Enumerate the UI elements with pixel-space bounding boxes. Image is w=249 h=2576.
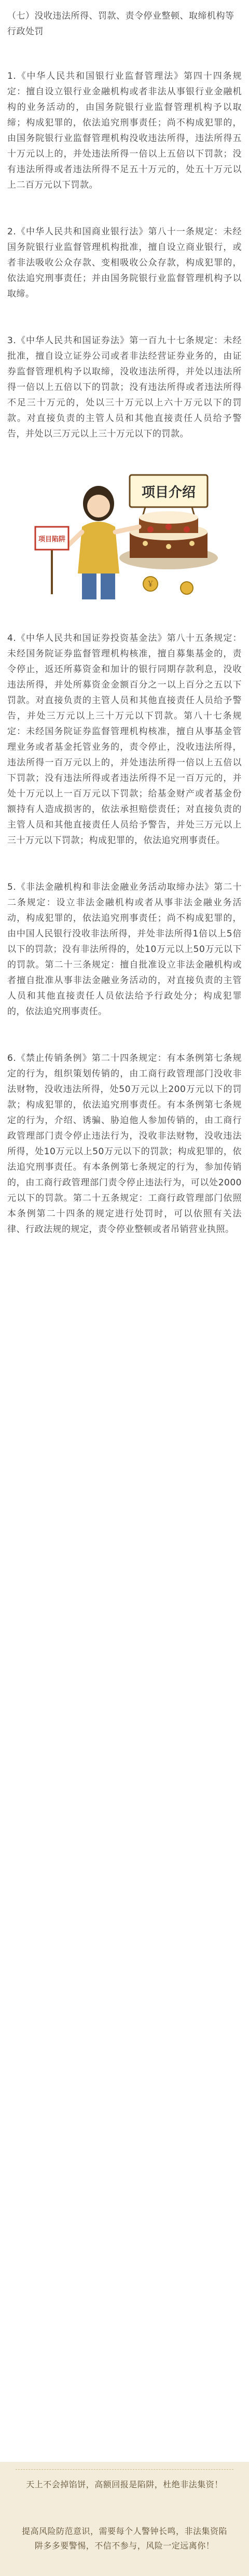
cake-icon [119, 511, 218, 569]
footer-tip: 提高风险防范意识，需要每个人警钟长鸣，非法集资陷阱多多要警惕，不信不参与，风险一定远离你！ [21, 2526, 227, 2551]
paragraph-banking-supervision-law: 1.《中华人民共和国银行业监督管理法》第四十四条规定：擅自设立银行业金融机构或者非法从事银行业金融机构的业务活动的，由国务院银行业监督管理机构予以取缔；构成犯罪的，依法追究刑事责任；尚不构成犯罪的，由国务院银行业监督管理机构没收违法所得，违法所得五十万元以上的，并处违法所得一倍以上五倍以下罚款；没有违法所得或者违法所得不足五十万元的，处五十万元以上二百万元以下罚款。 [7, 71, 242, 190]
footer-slogan: 天上不会掉馅饼，高额回报是陷阱，杜绝非法集资！ [26, 2480, 223, 2489]
paragraph-securities-law: 3.《中华人民共和国证券法》第一百九十七条规定：未经批准，擅自设立证券公司或者非法经营证券业务的，由证券监督管理机构予以取缔，没收违法所得，并处以违法所得一倍以上五倍以下的罚款；没有违法所得或者违法所得不足三十万元的，处以三十万元以上六十万元以下的罚款。对直接负责的主管人员和其他直接责任人员给予警告，并处以三万元以上三十万元以下的罚款。 [7, 335, 242, 439]
paragraph-illegal-finance-measures: 5.《非法金融机构和非法金融业务活动取缔办法》第二十二条规定：设立非法金融机构或者从事非法金融业务活动，构成犯罪的，依法追究刑事责任；尚不构成犯罪的，由中国人民银行没收非法所得，并处非法所得1倍以上5倍以下的罚款；没有非法所得的，处10万元以上50万元以下的罚款。第二十三条规定：擅自批准设立非法金融机构或者擅自批准从事非法金融业务活动的，对直接负责的主管人员和其他直接责任人员依法给予行政处分；构成犯罪的，依法追究刑事责任。 [7, 882, 242, 1017]
trap-illustration [21, 454, 228, 610]
footer-banner [0, 2462, 249, 2576]
trap-sign-label: 项目陷阱 [38, 536, 66, 543]
trap-sign [35, 527, 68, 594]
paragraph-pyramid-selling-regulations: 6.《禁止传销条例》第二十四条规定：有本条例第七条规定的行为，组织策划传销的，由工商行政管理部门没收非法财物，没收违法所得，处50万元以上200万元以下的罚款；构成犯罪的，依法追究刑事责任。有本条例第七条规定的行为，介绍、诱骗、胁迫他人参加传销的，由工商行政管理部门责令停止违法行为，没收非法财物，没收违法所得，处10万元以上50万元以下的罚款；构成犯罪的，依法追究刑事责任。有本条例第七条规定的行为，参加传销的，由工商行政管理部门责令停止违法行为，可以处2000元以下的罚款。第二十五条规定：工商行政管理部门依照本条例第二十四条的规定进行处罚时，可以依照有关法律、行政法规的规定，责令停业整顿或者吊销营业执照。 [7, 1053, 242, 1235]
board-title: 项目介绍 [141, 485, 196, 500]
footer-divider [16, 2469, 233, 2470]
section-title: （七）没收违法所得、罚款、责令停业整顿、取缔机构等行政处罚 [7, 11, 234, 37]
paragraph-fund-law: 4.《中华人民共和国证券投资基金法》第八十五条规定：未经国务院证券监督管理机构核准，擅自募集基金的，责令停止，返还所募资金和加计的银行同期存款利息，没收违法所得，并处所募资金金额百分之一以上百分之五以下罚款。对直接负责的主管人员和其他直接责任人员给予警告，并处三万元以上三十万元以下罚款。第八十七条规定：未经国务院证券监督管理机构核准，擅自从事基金管理业务或者基金托管业务的，责令停止，没收违法所得，违法所得一百万元以上的，并处违法所得一倍以上五倍以下罚款；没有违法所得或者违法所得不足一百万元的，并处十万元以上一百万元以下罚款；给基金财产或者基金份额持有人造成损害的，依法承担赔偿责任；对直接负责的主管人员和其他直接责任人员给予警告，并处三万元以上三十万元以下罚款；构成犯罪的，依法追究刑事责任。 [7, 633, 242, 846]
woman-figure [68, 486, 139, 599]
article-body [0, 0, 249, 1237]
coin-icon [143, 577, 193, 594]
svg-text:￥: ￥ [147, 580, 154, 589]
paragraph-commercial-bank-law: 2.《中华人民共和国商业银行法》第八十一条规定：未经国务院银行业监督管理机构批准，擅自设立商业银行，或者非法吸收公众存款、变相吸收公众存款，构成犯罪的，依法追究刑事责任；并由国务院银行业监督管理机构予以取缔。 [7, 227, 242, 299]
